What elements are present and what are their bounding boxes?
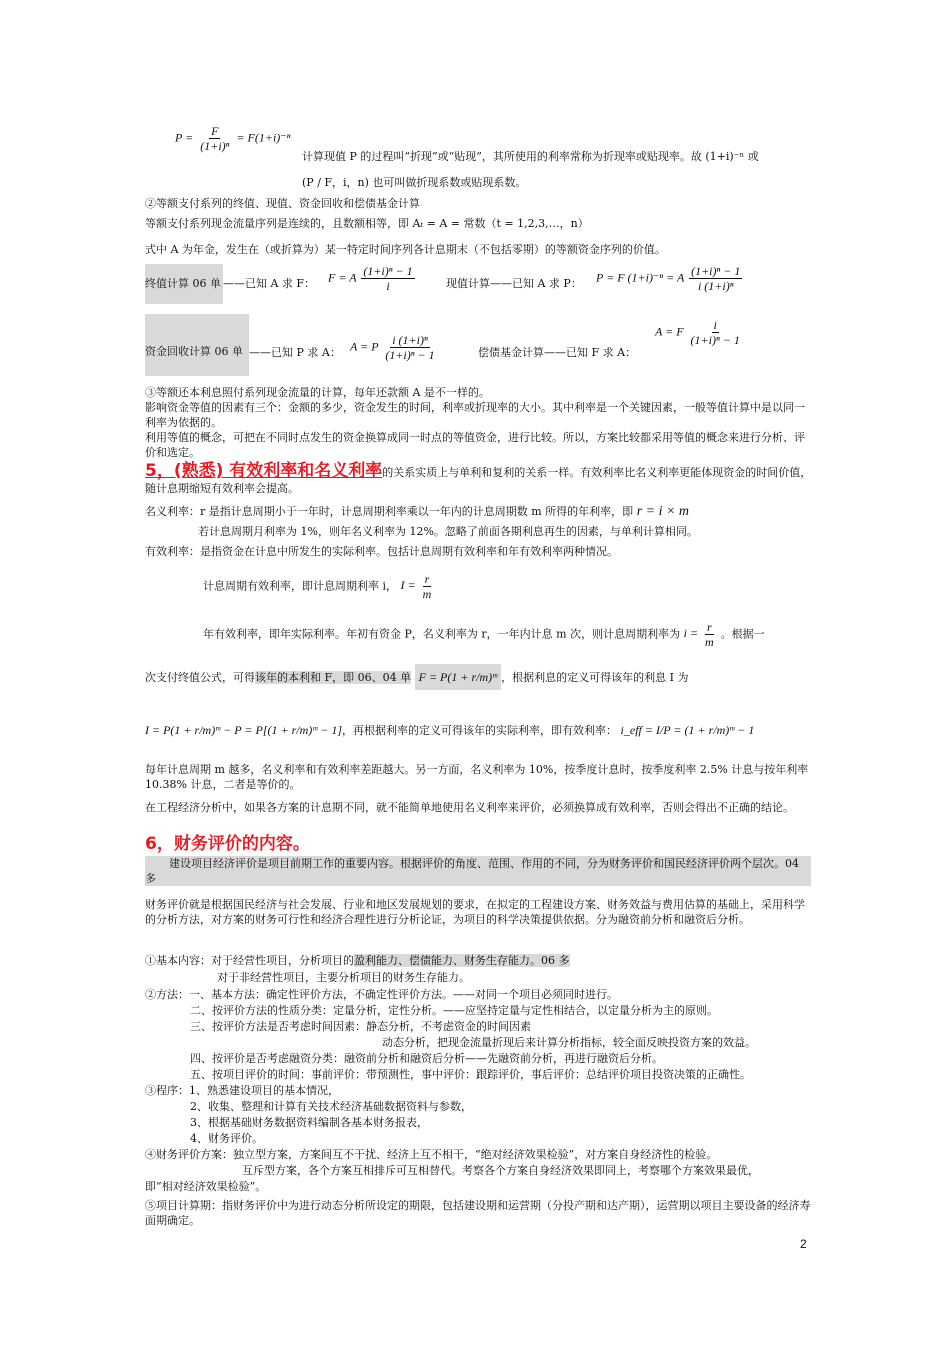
procedure-1: ③程序：1、熟悉建设项目的基本情况， bbox=[145, 1084, 339, 1097]
cr-formula: A = P $\frac{\text{i (1+i)ⁿ}}{\text{(1+i)ⁿ − 1}}$ bbox=[350, 333, 435, 362]
para3-line2: 影响资金等值的因素有三个：金额的多少，资金发生的时间，利率或折现率的大小。其中利率是一个关键因素，一般等值计算中是以同一利率为依据的。 bbox=[145, 401, 805, 429]
procedure-4: 4、财务评价。 bbox=[190, 1132, 263, 1145]
scheme-2: 互斥型方案，各个方案互相排斥可互相替代。考察各个方案自身经济效果即同上，考察哪个方案效果最优， bbox=[242, 1164, 759, 1177]
section6-definition: 财务评价就是根据国民经济与社会发展、行业和地区发展规划的要求，在拟定的工程建设方案、财务效益与费用估算的基础上，采用科学的分析方法，对方案的财务可行性和经济合理性进行分析论证，为项目的科学决策提供依据。分为融资前分析和融资后分析。 bbox=[145, 898, 805, 926]
section5-intro: 的关系实质上与单利和复利的关系一样。有效利率比名义利率更能体现资金的时间价值，随计息期缩短有效利率会提高。 bbox=[145, 466, 812, 495]
sf-label: 偿债基金计算——已知 F 求 A： bbox=[478, 346, 637, 359]
sf-formula: A = F $\frac{i}{\text{(1+i)ⁿ − 1}}$ bbox=[655, 318, 740, 347]
cr-text: ——已知 P 求 A： bbox=[249, 346, 341, 359]
period-rate-line: 计息周期有效利率，即计息周期利率 i， I = $\frac{r}{m}$ bbox=[203, 572, 432, 601]
nominal-definition: 名义利率：r 是指计息周期小于一年时，计息周期利率乘以一年内的计息周期数 m 所得的年利率，即 r = i × m bbox=[145, 504, 690, 519]
method-3b: 动态分析，把现金流量折现后来计算分析指标，较全面反映投资方案的效益。 bbox=[382, 1036, 756, 1049]
interest-line: I = P(1 + r/m)ᵐ − P = P[(1 + r/m)ᵐ − 1]，再根据利率的定义可得该年的实际利率，即有效利率： i_eff = I/P = (1 + r/m)ᵐ − 1 bbox=[145, 723, 755, 737]
basic-content: ①基本内容：对于经营性项目，分析项目的盈利能力、偿债能力、财务生存能力。06 多 bbox=[145, 954, 570, 967]
annual-rate-line: 年有效利率，即年实际利率。年初有资金 P，名义利率为 r，一年内计息 m 次，则计息周期利率为 i = $\frac{r}{m}$ 。根据一 bbox=[203, 620, 765, 649]
procedure-3: 3、根据基础财务数据资料编制各基本财务报表， bbox=[190, 1116, 428, 1129]
annuity-header: ②等额支付系列的终值、现值、资金回收和偿债基金计算 bbox=[145, 197, 420, 210]
basic-highlight: 盈利能力、偿债能力、财务生存能力。06 多 bbox=[354, 954, 570, 967]
method-4: 四、按评价是否考虑融资分类：融资前分析和融资后分析——先融资前分析，再进行融资后分析。 bbox=[190, 1052, 663, 1065]
effective-definition: 有效利率：是指资金在计息中所发生的实际利率。包括计息周期有效利率和年有效利率两种情况。 bbox=[145, 545, 618, 558]
method-3: 三、按评价方法是否考虑时间因素：静态分析，不考虑资金的时间因素 bbox=[190, 1020, 531, 1033]
fv-line-highlight: 该年的本利和 F，即 06、04 单 bbox=[255, 671, 412, 684]
section6-intro: 建设项目经济评价是项目前期工作的重要内容。根据评价的角度、范围、作用的不同，分为财务评价和国民经济评价两个层次。04 多 bbox=[145, 856, 811, 886]
interest-formula: I = P(1 + r/m)ᵐ − P = P[(1 + r/m)ᵐ − 1] bbox=[145, 723, 343, 737]
basic-nonprofit: 对于非经营性项目，主要分析项目的财务生存能力。 bbox=[217, 971, 470, 984]
section6-heading: 6，财务评价的内容。 bbox=[145, 834, 310, 854]
ieff-formula: i_eff = I/P = (1 + r/m)ᵐ − 1 bbox=[620, 723, 755, 737]
fv-text: ——已知 A 求 F： bbox=[223, 277, 316, 290]
pva-label: 现值计算——已知 A 求 P： bbox=[446, 277, 582, 290]
scheme-3: 即“相对经济效果检验”。 bbox=[145, 1180, 267, 1193]
fv-line-formula: F = P(1 + r/m)ᵐ bbox=[415, 664, 502, 690]
pva-formula: P = F (1+i)⁻ⁿ = A $\frac{\text{(1+i)ⁿ − 1}}{\text{i (1+i)ⁿ}}$ bbox=[596, 264, 741, 293]
pv-text: 计算现值 P 的过程叫“折现”或“贴现”，其所使用的利率常称为折现率或贴现率。故 (1+i)⁻ⁿ 或 bbox=[302, 150, 759, 163]
compare-text: 每年计息周期 m 越多，名义利率和有效利率差距越大。另一方面，名义利率为 10%，按季度计息时，按季度利率 2.5% 计息与按年利率 10.38% 计息，二者是等价的。 bbox=[145, 763, 809, 791]
procedure-2: 2、收集、整理和计算有关技术经济基础数据资料与参数， bbox=[190, 1100, 472, 1113]
annuity-series: 等额支付系列现金流量序列是连续的，且数额相等，即 Aₜ = A = 常数（t = 1,2,3,…，n） bbox=[145, 217, 589, 230]
fv-line: 次支付终值公式，可得该年的本利和 F，即 06、04 单 F = P(1 + r/m)ᵐ ，根据利息的定义可得该年的利息 I 为 bbox=[145, 670, 689, 685]
fv-label: 终值计算 06 单 bbox=[145, 264, 223, 304]
pv-text-2: (P / F，i，n) 也可叫做折现系数或贴现系数。 bbox=[302, 176, 527, 189]
page-number: 2 bbox=[800, 1237, 807, 1251]
conclusion-text: 在工程经济分析中，如果各方案的计息期不同，就不能简单地使用名义利率来评价，必须换算成有效利率，否则会得出不正确的结论。 bbox=[145, 801, 794, 814]
para3-line3: 利用等值的概念，可把在不同时点发生的资金换算成同一时点的等值资金，进行比较。所以，方案比较都采用等值的概念来进行分析、评价和选定。 bbox=[145, 431, 805, 459]
para3-line1: ③等额还本利息照付系列现金流量的计算，每年还款额 A 是不一样的。 bbox=[145, 386, 490, 399]
annuity-a-definition: 式中 A 为年金，发生在（或折算为）某一特定时间序列各计息期末（不包括零期）的等额资金序列的价值。 bbox=[145, 243, 666, 256]
method-1: ②方法：一、基本方法：确定性评价方法，不确定性评价方法。——对同一个项目必须同时进行。 bbox=[145, 988, 618, 1001]
scheme-1: ④财务评价方案：独立型方案，方案间互不干扰、经济上互不相干，“绝对经济效果检验”，对方案自身经济性的检验。 bbox=[145, 1148, 718, 1161]
pv-formula: P = $\frac{F}{\text{(1+i)ⁿ}}$ = F(1+i)⁻ⁿ bbox=[175, 124, 291, 153]
nominal-example: 若计息周期月利率为 1%，则年名义利率为 12%。忽略了前面各期利息再生的因素，与单利计算相同。 bbox=[198, 525, 698, 538]
method-2: 二、按评价方法的性质分类：定量分析，定性分析。——应坚持定量与定性相结合，以定量分析为主的原则。 bbox=[190, 1004, 718, 1017]
fv-formula: F = A $\frac{\text{(1+i)ⁿ − 1}}{i}$ bbox=[328, 264, 413, 293]
project-period: ⑤项目计算期：指财务评价中为进行动态分析所设定的期限，包括建设期和运营期（分投产期和达产期），运营期以项目主要设备的经济寿面期确定。 bbox=[145, 1199, 811, 1227]
nominal-formula: r = i × m bbox=[636, 504, 690, 519]
section5-heading: 5，(熟悉) 有效利率和名义利率 bbox=[145, 461, 383, 481]
cr-label: 资金回收计算 06 单 bbox=[145, 314, 249, 376]
section5-intro-block bbox=[145, 461, 815, 496]
method-5: 五、按项目评价的时间：事前评价：带预测性，事中评价：跟踪评价，事后评价：总结评价项目投资决策的正确性。 bbox=[190, 1068, 751, 1081]
